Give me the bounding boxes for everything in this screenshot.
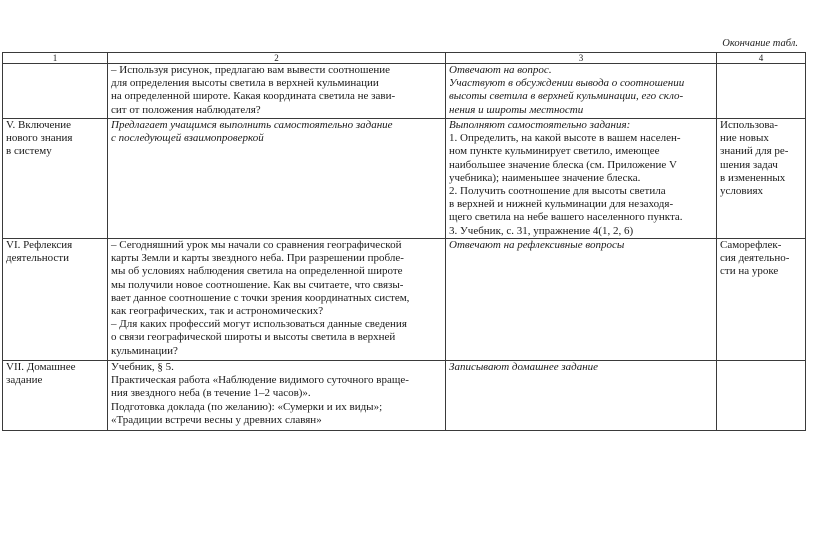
column-header-3: 3 [446,53,717,64]
stage-cell [3,64,108,119]
lesson-plan-table [2,52,806,431]
column-header-4: 4 [717,53,806,64]
teacher-activity-cell: – Используя рисунок, предлагаю вам вывести соотношение для определения высоты светила в верхней кульминации на определенной широте. Какая координата светила не зави- сит от положения наблюдателя? [108,64,446,119]
stage-cell: V. Включение нового знания в систему [3,119,108,239]
student-activity-cell: Отвечают на вопрос. Участвуют в обсуждении вывода о соотношении высоты светила в верхней кульминации, его скло- нения и широты местности [446,64,717,119]
column-header-1: 1 [3,53,108,64]
student-activity-cell: Отвечают на рефлексивные вопросы [446,239,717,361]
teacher-activity-cell: Предлагает учащимся выполнить самостоятельно задание с последующей взаимопроверкой [108,119,446,239]
student-activity-cell: Записывают домашнее задание [446,361,717,431]
student-activity-cell [446,119,717,239]
table-continuation-caption: Окончание табл. [722,38,798,49]
stage-cell: VII. Домашнее задание [3,361,108,431]
stage-cell: VI. Рефлексия деятельности [3,239,108,361]
teacher-activity-cell: – Сегодняшний урок мы начали со сравнения географической карты Земли и карты звездного неба. При разрешении пробле- мы об условиях наблюдения светила на определенной широте мы получили новое соотношение. Как вы считаете, что связы- вает данное соотношение с точки зрения координатных систем, как географических, так и астрономических? – Для каких профессий могут использоваться данные сведения о связи географической широты и высоты светила в верхней кульминации? [108,239,446,361]
result-cell: Саморефлек- сия деятельно- сти на уроке [717,239,806,361]
student-activity-title: Выполняют самостоятельно задания: [449,119,631,131]
table-row [3,64,806,119]
table-row [3,119,806,239]
student-activity-text: 1. Определить, на какой высоте в вашем населен- ном пункте кульминирует светило, имеющее наибольшее значение блеска (см. Приложение V учебника); наименьшее значение блеска. 2. Получить соотношение для высоты светила в верхней и нижней кульминации для незаходя- щего светила на небе вашего населенного пункта. 3. Учебник, с. 31, упражнение 4(1, 2, 6) [449,132,683,237]
table-row [3,239,806,361]
column-header-2: 2 [108,53,446,64]
teacher-activity-cell: Учебник, § 5. Практическая работа «Наблюдение видимого суточного враще- ния звездного неба (в течение 1–2 часов)». Подготовка доклада (по желанию): «Сумерки и их виды»; «Традиции встречи весны у древних славян» [108,361,446,431]
result-cell [717,64,806,119]
result-cell [717,361,806,431]
table-row [3,361,806,431]
result-cell: Использова- ние новых знаний для ре- шения задач в измененных условиях [717,119,806,239]
header-row [3,53,806,64]
